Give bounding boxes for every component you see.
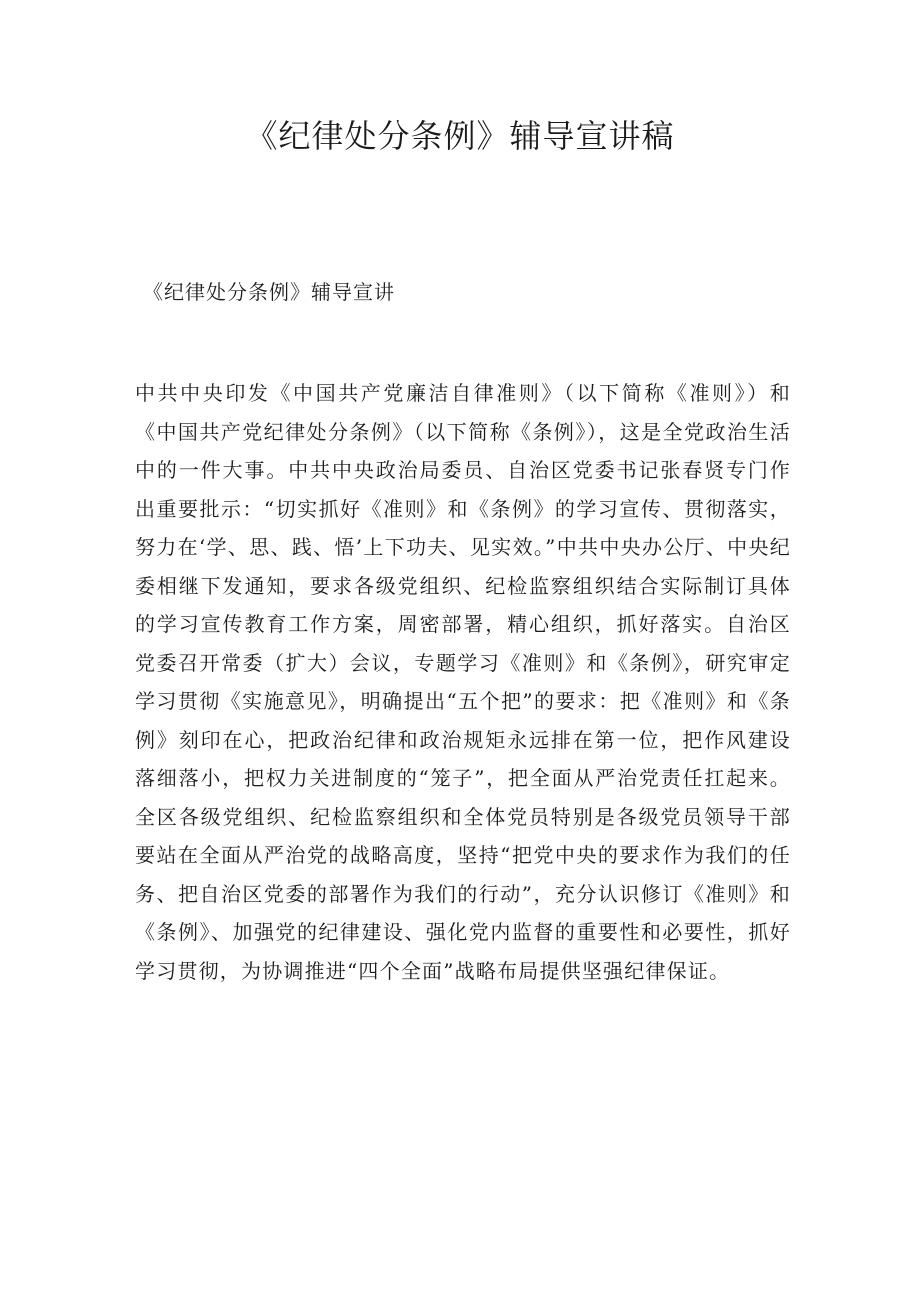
document-subtitle: 《纪律处分条例》辅导宣讲 xyxy=(143,280,395,304)
document-title: 《纪律处分条例》辅导宣讲稿 xyxy=(245,117,675,155)
body-paragraph: 中共中央印发《中国共产党廉洁自律准则》（以下简称《准则》）和《中国共产党纪律处分条例》（以下简称《条例》），这是全党政治生活中的一件大事。中共中央政治局委员、自治区党委书记张春贤专门作出重要批示：“切实抓好《准则》和《条例》的学习宣传、贯彻落实，努力在‘学、思、践、悟’上下功夫、见实效。”中共中央办公厅、中央纪委相继下发通知，要求各级党组织、纪检监察组织结合实际制订具体的学习宣传教育工作方案，周密部署，精心组织，抓好落实。自治区党委召开常委（扩大）会议，专题学习《准则》和《条例》，研究审定学习贯彻《实施意见》，明确提出“五个把”的要求：把《准则》和《条例》刻印在心，把政治纪律和政治规矩永远排在第一位，把作风建设落细落小，把权力关进制度的“笼子”，把全面从严治党责任扛起来。全区各级党组织、纪检监察组织和全体党员特别是各级党员领导干部要站在全面从严治党的战略高度，坚持“把党中央的要求作为我们的任务、把自治区党委的部署作为我们的行动”，充分认识修订《准则》和《条例》、加强党的纪律建设、强化党内监督的重要性和必要性，抓好学习贯彻，为协调推进“四个全面”战略布局提供坚强纪律保证。 xyxy=(135,381,791,983)
